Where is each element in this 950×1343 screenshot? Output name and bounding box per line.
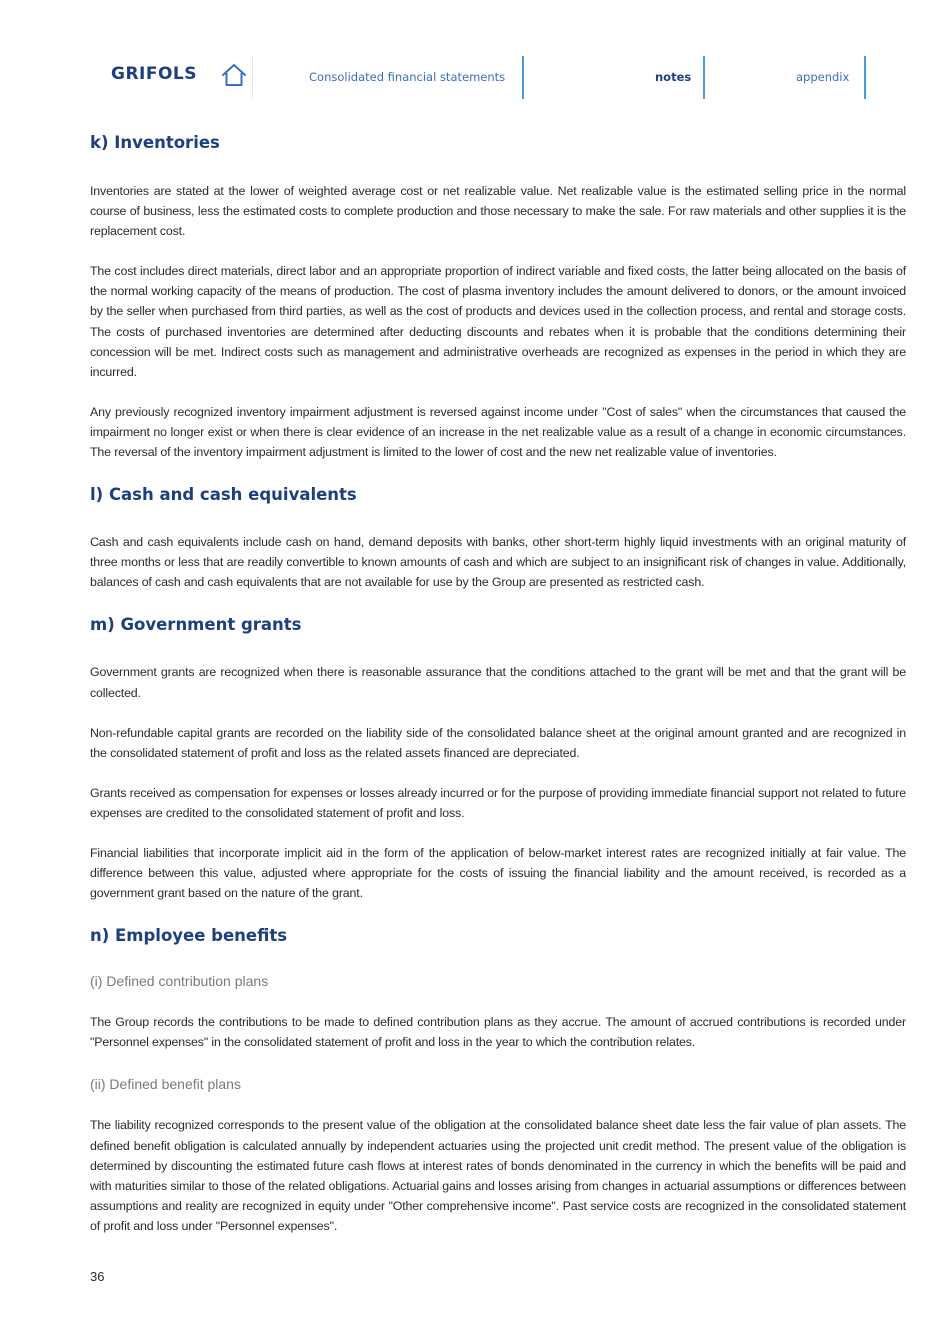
paragraph: Inventories are stated at the lower of weighted average cost or net realizable value. Net realizable value is the estimated selling price in the normal course of business, less the estimated costs to complete production and those necessary to make the sale. For raw materials and other supplies it is the replacement cost.	[90, 184, 906, 239]
nav-separator	[522, 56, 524, 99]
paragraph: Financial liabilities that incorporate implicit aid in the form of the application of below-market interest rates are recognized initially at fair value. The difference between this value, adjusted where appropriate for the costs of issuing the financial liability and the amount received, is recorded as a government grant based on the nature of the grant.	[90, 845, 906, 901]
paragraph: The Group records the contributions to be made to defined contribution plans as they accrue. The amount of accrued contributions is recorded under "Personnel expenses" in the consolidated statement of profit and loss in the year to which the contribution relates.	[90, 1015, 906, 1050]
subsection-title-defined-benefit: (ii) Defined benefit plans	[90, 1076, 241, 1093]
paragraph: Grants received as compensation for expenses or losses already incurred or for the purpose of providing immediate financial support not related to future expenses are credited to the consolidated statement of profit and loss.	[90, 785, 906, 820]
nav-consolidated-financial-statements[interactable]: Consolidated financial statements	[309, 70, 506, 84]
home-icon	[219, 61, 249, 89]
notes-content	[90, 130, 906, 1236]
subsection-title-defined-contribution: (i) Defined contribution plans	[90, 973, 269, 990]
section-title-inventories: k) Inventories	[90, 133, 220, 152]
page-number: 36	[90, 1269, 105, 1284]
nav-appendix[interactable]: appendix	[796, 70, 850, 84]
paragraph: Non-refundable capital grants are recorded on the liability side of the consolidated balance sheet at the original amount granted and are recognized in the consolidated statement of profit and loss as the related assets financed are depreciated.	[90, 725, 906, 760]
paragraph: Any previously recognized inventory impairment adjustment is reversed against income under "Cost of sales" when the circumstances that caused the impairment no longer exist or when there is clear evidence of an increase in the net realizable value as a result of a change in economic circumstances. The reversal of the inventory impairment adjustment is limited to the lower of cost and the new net realizable value of inventories.	[90, 404, 906, 460]
grifols-logo[interactable]: GRIFOLS	[111, 64, 198, 84]
page-header	[0, 52, 950, 102]
header-divider	[252, 56, 253, 98]
section-title-government-grants: m) Government grants	[90, 615, 302, 635]
nav-separator	[864, 56, 866, 99]
section-title-cash: l) Cash and cash equivalents	[90, 485, 357, 505]
paragraph: Cash and cash equivalents include cash on hand, demand deposits with banks, other short-term highly liquid investments with an original maturity of three months or less that are readily convertible to known amounts of cash and which are subject to an insignificant risk of changes in value. Additionally, balances of cash and cash equivalents that are not available for use by the Group are presented as restricted cash.	[90, 535, 906, 590]
paragraph: Government grants are recognized when there is reasonable assurance that the conditions attached to the grant will be met and that the grant will be collected.	[90, 665, 906, 700]
nav-notes[interactable]: notes	[655, 70, 692, 84]
nav-separator	[703, 56, 705, 99]
paragraph: The cost includes direct materials, direct labor and an appropriate proportion of indirect variable and fixed costs, the latter being allocated on the basis of the normal working capacity of the means of production. The cost of plasma inventory includes the amount delivered to donors, or the amount invoiced by the seller when purchased from third parties, as well as the cost of products and devices used in the collection process, and rental and storage costs. The costs of purchased inventories are determined after deducting discounts and rebates when it is probable that the conditions determining their concession will be met. Indirect costs such as management and administrative overheads are recognized as expenses in the period in which they are incurred.	[90, 264, 906, 379]
section-title-employee-benefits: n) Employee benefits	[90, 926, 288, 946]
paragraph: The liability recognized corresponds to the present value of the obligation at the consolidated balance sheet date less the fair value of plan assets. The defined benefit obligation is calculated annually by independent actuaries using the projected unit credit method. The present value of the obligation is determined by discounting the estimated future cash flows at interest rates of bonds denominated in the currency in which the benefits will be paid and with maturities similar to those of the related obligations. Actuarial gains and losses arising from changes in actuarial assumptions or differences between assumptions and reality are recognized in equity under "Other comprehensive income". Past service costs are recognized in the consolidated statement of profit and loss under "Personnel expenses".	[90, 1118, 906, 1233]
home-button[interactable]	[219, 61, 249, 89]
